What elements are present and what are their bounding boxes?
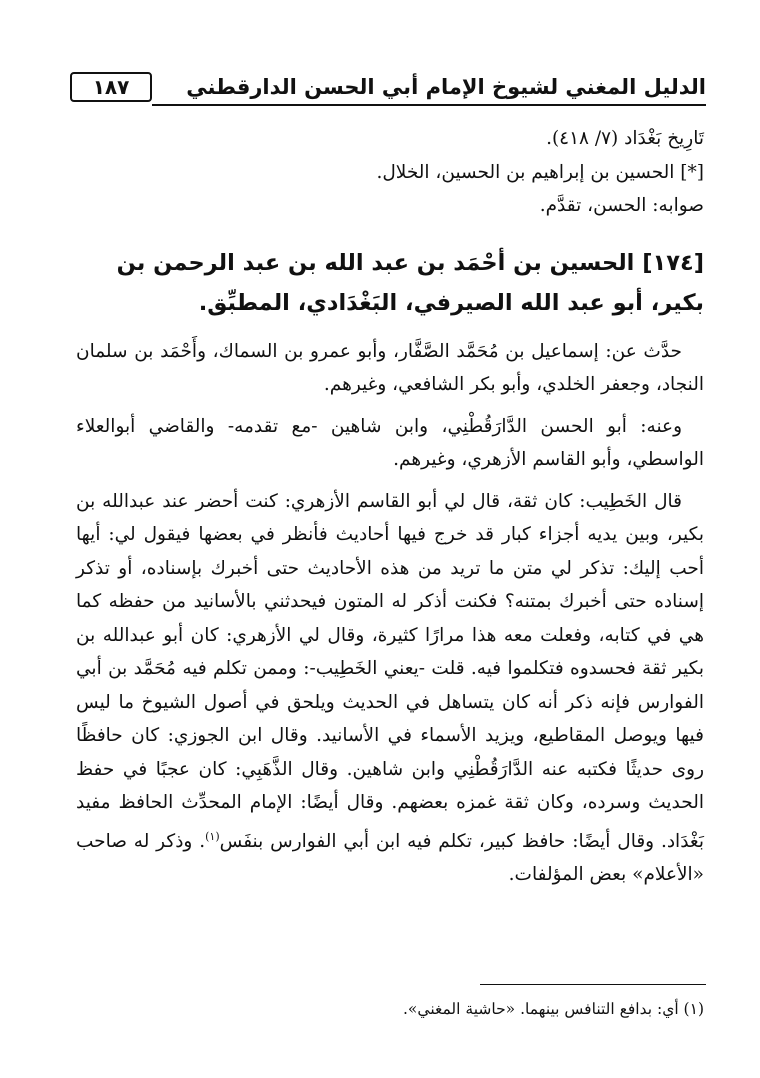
- narrated-by-paragraph: وعنه: أبو الحسن الدَّارَقُطْنِي، وابن شاهين -مع تقدمه- والقاضي أبوالعلاء الواسطي، وأبو القاسم الأزهري، وغيرهم.: [76, 415, 704, 470]
- page-header: [70, 68, 706, 108]
- intro-line-3: صوابه: الحسن، تقدَّم.: [539, 195, 704, 216]
- intro-line-2: [*] الحسين بن إبراهيم بن الحسين، الخلال.: [376, 161, 704, 183]
- biography-paragraph: [76, 485, 704, 892]
- entry-title: [١٧٤] الحسين بن أحْمَد بن عبد الله بن عبد الرحمن بن بكير، أبو عبد الله الصيرفي، البَغْدَادي، المطبِّق.: [116, 249, 704, 316]
- intro-line-1: تَارِيخ بَغْدَاد (٧/ ٤١٨).: [546, 128, 704, 149]
- running-title: الدليل المغني لشيوخ الإمام أبي الحسن الدارقطني: [186, 75, 706, 99]
- footnote: (١) أي: بدافع التنافس بينهما. «حاشية المغني».: [402, 1000, 704, 1018]
- page-body: [76, 122, 704, 892]
- biography-text-end: . وذكر له صاحب «الأعلام» بعض المؤلفات.: [76, 830, 704, 886]
- page-number: ١٨٧: [70, 72, 152, 102]
- footnote-separator: [480, 984, 706, 985]
- footnote-marker[interactable]: (١): [205, 829, 220, 843]
- biography-text: قال الخَطِيب: كان ثقة، قال لي أبو القاسم الأزهري: كنت أحضر عند عبدالله بن بكير، وبين يديه أجزاء كبار قد خرج فيها أحاديث فأنظر في بعضها فيقول لي: أيها أحب إليك: تذكر لي متن ما تريد من هذه الأحاديث حتى أخبرك بإسناده، أو تذكر إسناده حتى أخبرك بمتنه؟ فكنت أذكر له المتون فيحدثني بالأسانيد من حفظه كما هي في كتابه، وفعلت معه هذا مرارًا كثيرة، وقال لي الأزهري: كان أبو عبدالله بن بكير ثقة فحسدوه فتكلموا فيه. قلت -يعني الخَطِيب-: وممن تكلم فيه مُحَمَّد بن أبي الفوارس فإنه ذكر أنه كان يتساهل في الحديث ويلحق في أصول الشيوخ ما ليس فيها ويوصل المقاطيع، ويزيد الأسماء في الأسانيد. وقال ابن الجوزي: كان حافظًا روى حديثًا فكتبه عنه الدَّارَقُطْنِي وابن شاهين. وقال الذَّهَبِي: كان عجبًا في حفظ الحديث وسرده، وكان ثقة غمزه بعضهم. وقال أيضًا: الإمام المحدِّث الحافظ مفيد بَغْدَاد. وقال أيضًا: حافظ كبير، تكلم فيه ابن أبي الفوارس بنفَس: [76, 490, 704, 852]
- header-rule: [152, 104, 706, 106]
- narrated-from-paragraph: حدَّث عن: إسماعيل بن مُحَمَّد الصَّفَّار، وأبو عمرو بن السماك، وأَحْمَد بن سلمان النجاد، وجعفر الخلدي، وأبو بكر الشافعي، وغيرهم.: [76, 340, 704, 395]
